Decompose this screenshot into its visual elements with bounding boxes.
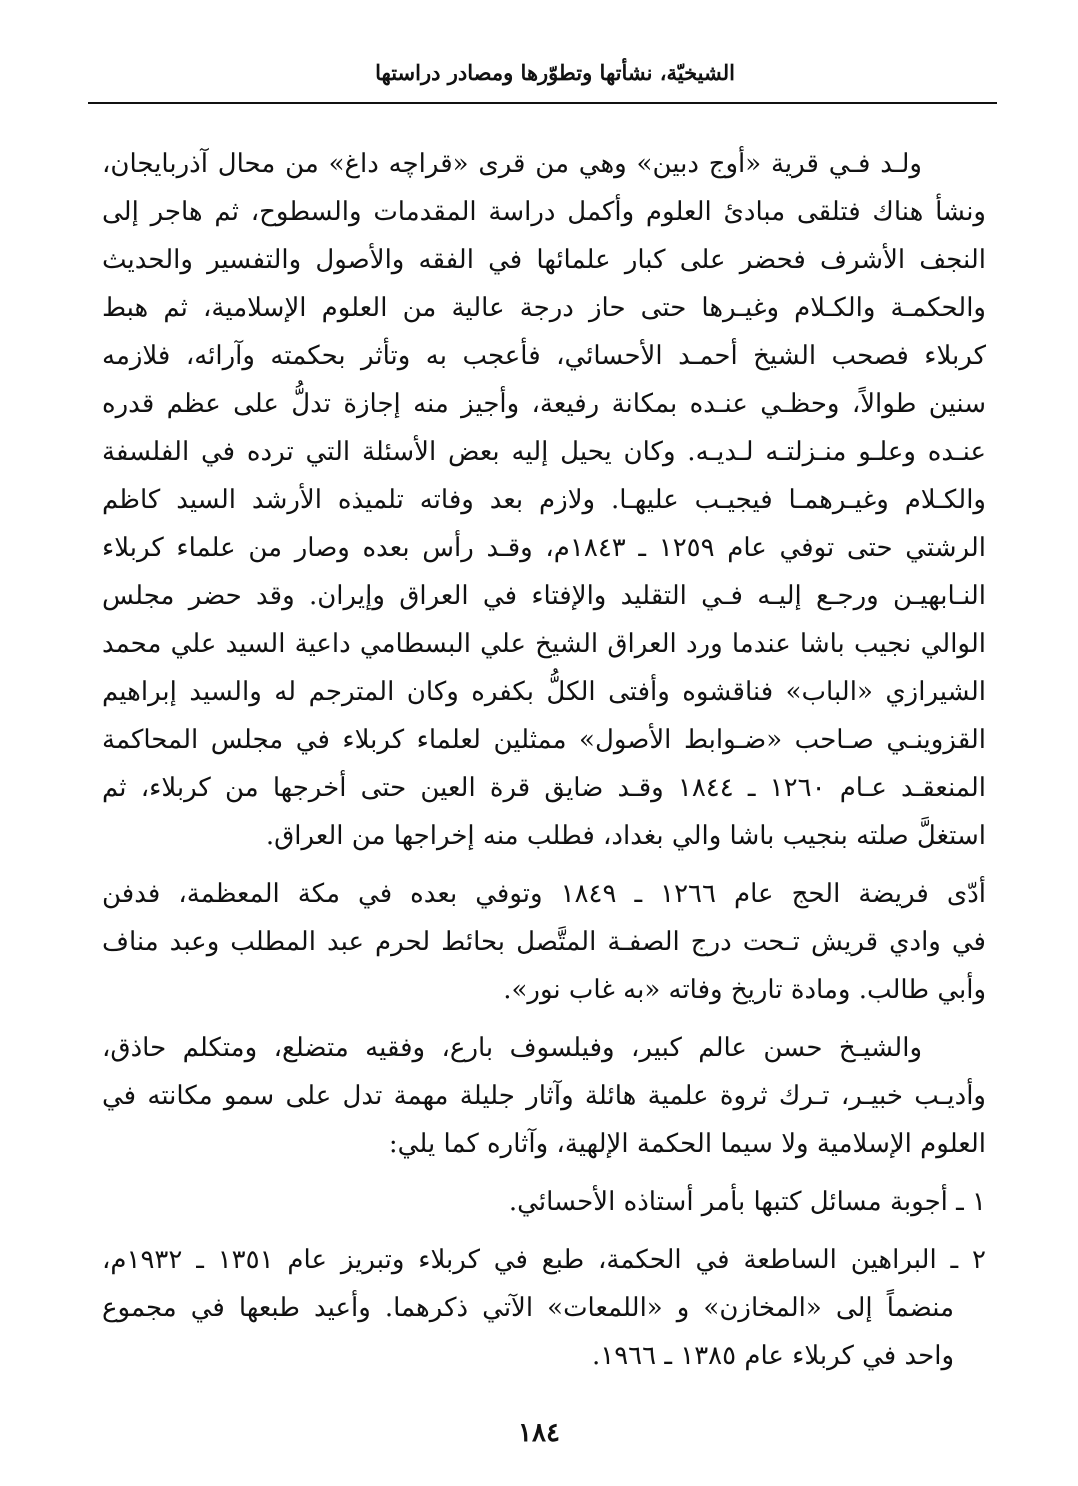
text-line: وأديـب خبيـر، تـرك ثروة علمية هائلة وآثار جليلة مهمة تدل على سمو مكانته في bbox=[102, 1081, 986, 1111]
text-line: والحكمـة والكـلام وغيـرها حتى حاز درجة عالية من العلوم الإسلامية، ثم هبط bbox=[102, 293, 986, 323]
paragraph-gap bbox=[102, 1014, 986, 1024]
text-line: ٢ ـ البراهين الساطعة في الحكمة، طبع في كربلاء وتبريز عام ١٣٥١ ـ ١٩٣٢م، bbox=[102, 1245, 986, 1275]
text-line: الرشتي حتى توفي عام ١٢٥٩ ـ ١٨٤٣م، وقـد رأس بعده وصار من علماء كربلاء bbox=[102, 533, 986, 563]
paragraph-biography bbox=[102, 140, 986, 860]
text-line: كربلاء فصحب الشيخ أحمـد الأحسائي، فأعجب به وتأثر بحكمته وآرائه، فلازمه bbox=[102, 341, 986, 371]
text-line: النـابهيـن ورجـع إليـه فـي التقليد والإفتاء في العراق وإيران. وقد حضر مجلس bbox=[102, 581, 986, 611]
page-number: ١٨٤ bbox=[518, 1418, 560, 1448]
text-line: منضماً إلى «المخازن» و «اللمعات» الآتي ذكرهما. وأعيد طبعها في مجموع bbox=[102, 1293, 954, 1323]
text-line: واحد في كربلاء عام ١٣٨٥ ـ ١٩٦٦. bbox=[591, 1341, 954, 1371]
text-line: وأبي طالب. ومادة تاريخ وفاته «به غاب نور». bbox=[503, 975, 986, 1005]
paragraph-gap bbox=[102, 1226, 986, 1236]
list-item bbox=[102, 1178, 986, 1226]
text-line: النجف الأشرف فحضر على كبار علمائها في الفقه والأصول والتفسير والحديث bbox=[102, 245, 986, 275]
list-item bbox=[102, 1236, 986, 1380]
text-line: والشيـخ حسن عالم كبير، وفيلسوف بارع، وفقيه متضلع، ومتكلم حاذق، bbox=[102, 1033, 922, 1063]
text-line: أدّى فريضة الحج عام ١٢٦٦ ـ ١٨٤٩ وتوفي بعده في مكة المعظمة، فدفن bbox=[102, 879, 986, 909]
text-line: العلوم الإسلامية ولا سيما الحكمة الإلهية، وآثاره كما يلي: bbox=[388, 1129, 986, 1159]
body-text bbox=[102, 140, 986, 1380]
text-line: عنـده وعلـو منـزلتـه لـديـه. وكان يحيل إليه بعض الأسئلة التي ترده في الفلسفة bbox=[102, 437, 986, 467]
text-line: القزوينـي صـاحب «ضـوابط الأصول» ممثلين لعلماء كربلاء في مجلس المحاكمة bbox=[102, 725, 986, 755]
paragraph-gap bbox=[102, 1168, 986, 1178]
text-line: ١ ـ أجوبة مسائل كتبها بأمر أستاذه الأحسائي. bbox=[508, 1187, 986, 1217]
paragraph-hajj bbox=[102, 870, 986, 1014]
text-line: ولـد فـي قرية «أوج دبين» وهي من قرى «قراچه داغ» من محال آذربايجان، bbox=[102, 149, 922, 179]
text-line: الوالي نجيب باشا عندما ورد العراق الشيخ علي البسطامي داعية السيد علي محمد bbox=[102, 629, 986, 659]
paragraph-works-intro bbox=[102, 1024, 986, 1168]
running-header: الشيخيّة، نشأتها وتطوّرها ومصادر دراستها bbox=[375, 60, 735, 85]
text-line: سنين طوالاً، وحظـي عنـده بمكانة رفيعة، وأجيز منه إجازة تدلُّ على عظم قدره bbox=[102, 389, 986, 419]
text-line: ونشأ هناك فتلقى مبادئ العلوم وأكمل دراسة المقدمات والسطوح، ثم هاجر إلى bbox=[102, 197, 986, 227]
text-line: المنعقـد عـام ١٢٦٠ ـ ١٨٤٤ وقـد ضايق قرة العين حتى أخرجها من كربلاء، ثم bbox=[102, 773, 986, 803]
header-rule bbox=[88, 102, 997, 104]
text-line: الشيرازي «الباب» فناقشوه وأفتى الكلُّ بكفره وكان المترجم له والسيد إبراهيم bbox=[102, 677, 986, 707]
text-line: في وادي قريش تـحت درج الصفـة المتَّصل بحائط لحرم عبد المطلب وعبد مناف bbox=[102, 927, 986, 957]
text-line: والكـلام وغيـرهمـا فيجيـب عليهـا. ولازم بعد وفاته تلميذه الأرشد السيد كاظم bbox=[102, 485, 986, 515]
paragraph-gap bbox=[102, 860, 986, 870]
text-line: استغلَّ صلته بنجيب باشا والي بغداد، فطلب منه إخراجها من العراق. bbox=[265, 821, 986, 851]
